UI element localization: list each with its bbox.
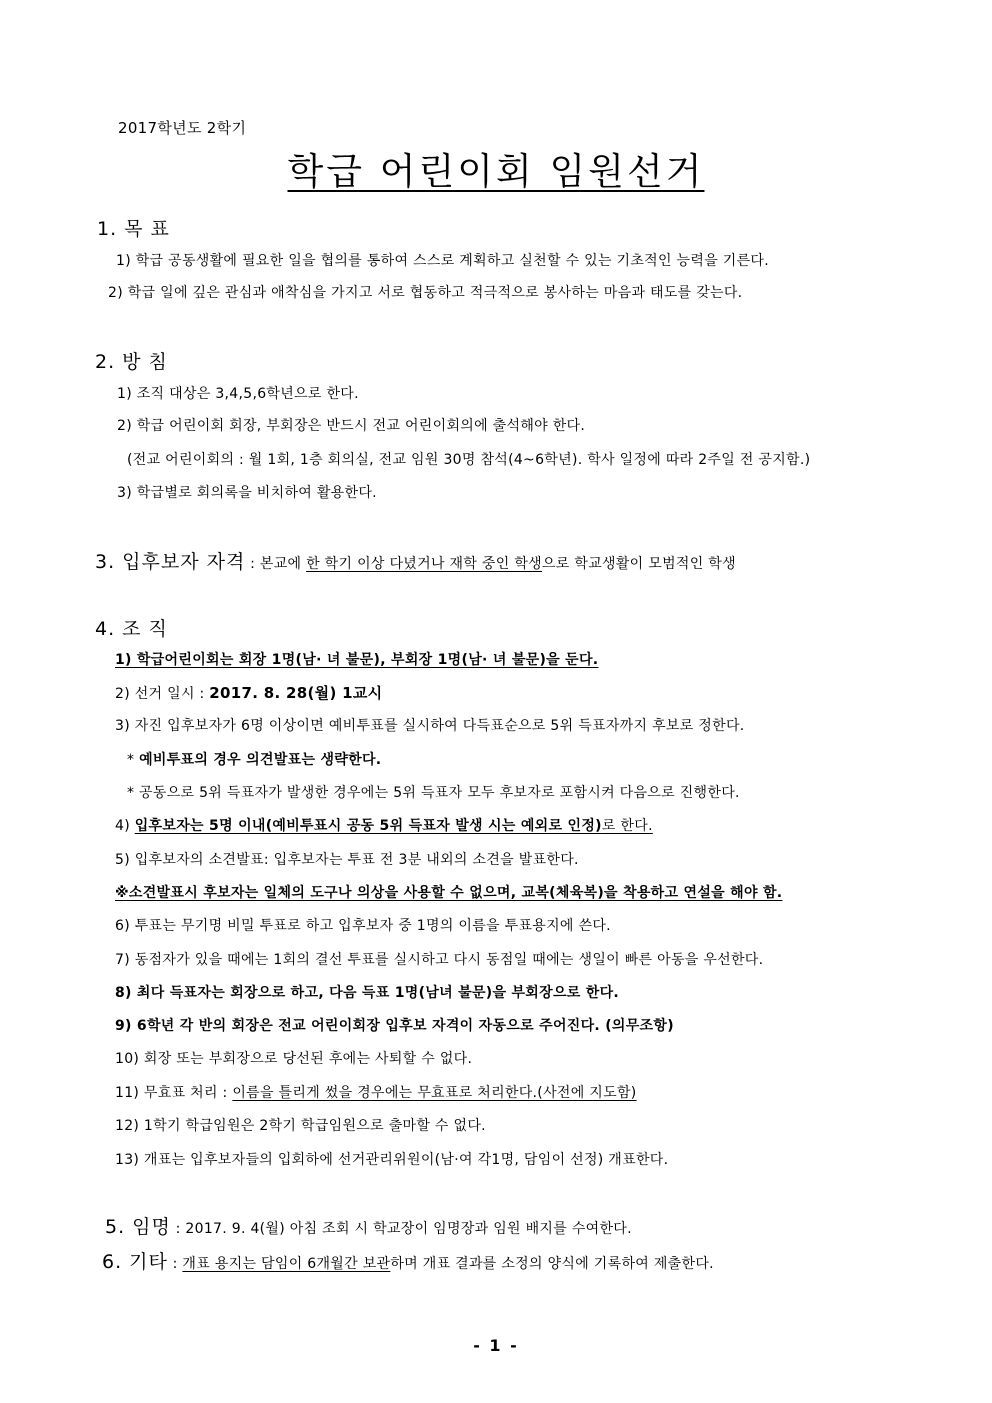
org-item-9: 9) 6학년 각 반의 회장은 전교 어린이회장 입후보 자격이 자동으로 주어진다. (의무조항) bbox=[115, 1018, 674, 1034]
section-goal-heading: 1. 목 표 bbox=[97, 218, 170, 240]
goal-item: 1) 학급 공동생활에 필요한 일을 협의를 통하여 스스로 계획하고 실천할 수 있는 기초적인 능력을 기른다. bbox=[116, 253, 770, 269]
org-item-8: 8) 최다 득표자는 회장으로 하고, 다음 득표 1명(남녀 불문)을 부회장으로 한다. bbox=[115, 985, 620, 1001]
policy-item: 2) 학급 어린이회 회장, 부회장은 반드시 전교 어린이회의에 출석해야 한다. bbox=[117, 418, 586, 434]
policy-item: 3) 학급별로 회의록을 비치하여 활용한다. bbox=[117, 485, 377, 501]
policy-note: (전교 어린이회의 : 월 1회, 1층 회의실, 전교 임원 30명 참석(4~6학년). 학사 일정에 따라 2주일 전 공지함.) bbox=[127, 452, 811, 468]
org-item-7: 7) 동점자가 있을 때에는 1회의 결선 투표를 실시하고 다시 동점일 때에는 생일이 빠른 아동을 우선한다. bbox=[115, 952, 764, 968]
section-organization-heading: 4. 조 직 bbox=[95, 618, 168, 640]
document-title: 학급 어린이회 임원선거 bbox=[287, 150, 705, 193]
org-item-13: 13) 개표는 입후보자들의 입회하에 선거관리위원이(남·여 각1명, 담임이 선정) 개표한다. bbox=[115, 1152, 669, 1168]
org-note-1: * 예비투표의 경우 의견발표는 생략한다. bbox=[127, 752, 382, 768]
section-other: 6. 기타 : 개표 용지는 담임이 6개월간 보관하며 개표 결과를 소정의 양식에 기록하여 제출한다. bbox=[102, 1251, 714, 1273]
section-qualification: 3. 입후보자 자격 : 본교에 한 학기 이상 다녔거나 재학 중인 학생으로 학교생활이 모범적인 학생 bbox=[95, 551, 736, 573]
org-item-6: 6) 투표는 무기명 비밀 투표로 하고 입후보자 중 1명의 이름을 투표용지에 쓴다. bbox=[115, 918, 611, 934]
policy-item: 1) 조직 대상은 3,4,5,6학년으로 한다. bbox=[117, 386, 359, 402]
org-item-5: 5) 입후보자의 소견발표: 입후보자는 투표 전 3분 내외의 소견을 발표한다. bbox=[115, 852, 579, 868]
org-item-11: 11) 무효표 처리 : 이름을 틀리게 썼을 경우에는 무효표로 처리한다.(사전에 지도함) bbox=[115, 1085, 637, 1101]
org-item-2: 2) 선거 일시 : 2017. 8. 28(월) 1교시 bbox=[115, 684, 383, 702]
org-note-2: * 공동으로 5위 득표자가 발생한 경우에는 5위 득표자 모두 후보자로 포함시켜 다음으로 진행한다. bbox=[127, 785, 740, 801]
org-item-10: 10) 회장 또는 부회장으로 당선된 후에는 사퇴할 수 없다. bbox=[115, 1051, 473, 1067]
goal-item: 2) 학급 일에 깊은 관심과 애착심을 가지고 서로 협동하고 적극적으로 봉사하는 마음과 태도를 갖는다. bbox=[108, 285, 743, 301]
org-notice: ※소견발표시 후보자는 일체의 도구나 의상을 사용할 수 없으며, 교복(체육복)을 착용하고 연설을 해야 함. bbox=[115, 885, 783, 901]
org-item-3: 3) 자진 입후보자가 6명 이상이면 예비투표를 실시하여 다득표순으로 5위 득표자까지 후보로 정한다. bbox=[115, 718, 745, 734]
page-number: - 1 - bbox=[473, 1336, 519, 1355]
section-appointment: 5. 임명 : 2017. 9. 4(월) 아침 조회 시 학교장이 임명장과 임원 배지를 수여한다. bbox=[105, 1216, 632, 1238]
qualification-underlined: 한 학기 이상 다녔거나 재학 중인 학생 bbox=[306, 556, 542, 572]
org-item-1: 1) 학급어린이회는 회장 1명(남· 녀 불문), 부회장 1명(남· 녀 불문)을 둔다. bbox=[115, 652, 599, 668]
org-item-12: 12) 1학기 학급임원은 2학기 학급임원으로 출마할 수 없다. bbox=[115, 1118, 486, 1134]
section-policy-heading: 2. 방 침 bbox=[95, 351, 168, 373]
org-item-4: 4) 입후보자는 5명 이내(예비투표시 공동 5위 득표자 발생 시는 예외로 인정)로 한다. bbox=[115, 818, 653, 834]
semester-label: 2017학년도 2학기 bbox=[118, 119, 247, 137]
